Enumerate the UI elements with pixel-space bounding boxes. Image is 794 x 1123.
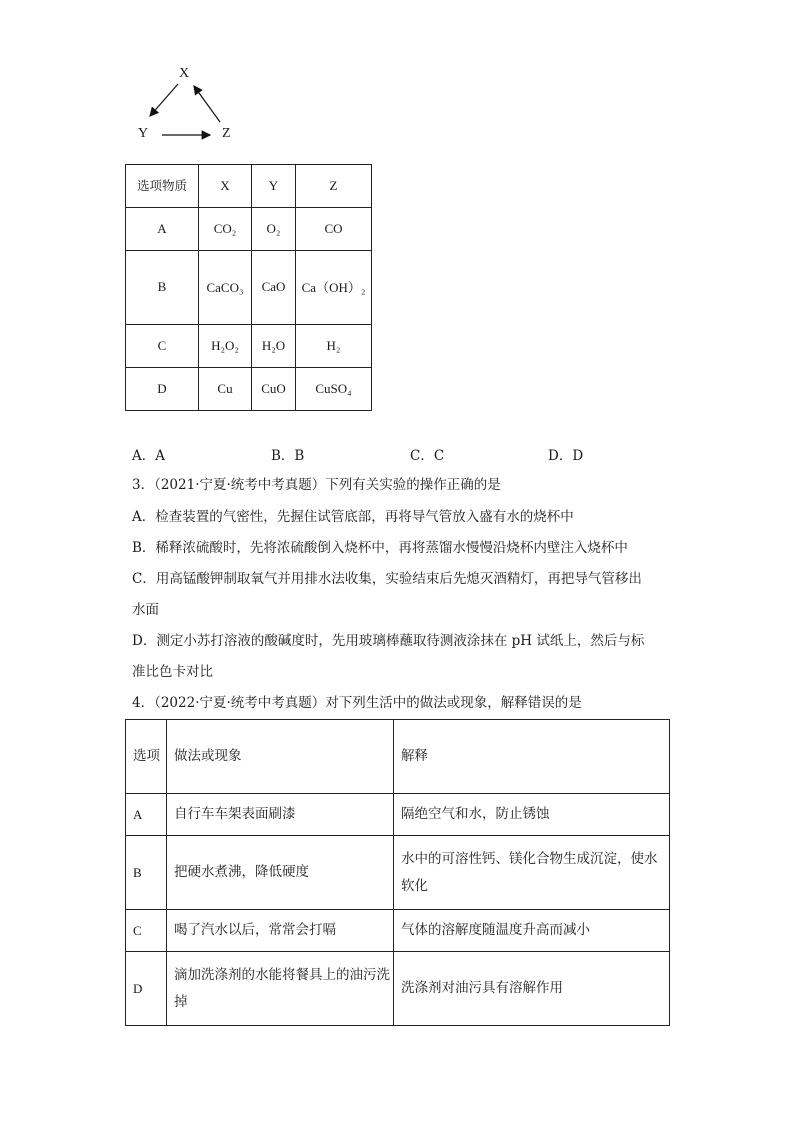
option-cell: D [126, 368, 199, 411]
z-cell [296, 251, 372, 325]
explain-cell: 洗涤剂对油污具有溶解作用 [394, 952, 670, 1026]
arrow-z-to-x [194, 86, 220, 122]
table-row [126, 794, 670, 836]
header-cell: 解释 [394, 720, 670, 794]
answer-options [132, 444, 692, 464]
answer-option-b[interactable]: B．B [271, 448, 305, 464]
y-cell: O₂ [252, 208, 296, 251]
x-cell: H₂O₂ [199, 325, 252, 368]
table-row [126, 952, 670, 1026]
node-y: Y [138, 126, 149, 141]
z-cell: CO [296, 208, 372, 251]
option-cell: A [126, 208, 199, 251]
x-cell: CO₂ [199, 208, 252, 251]
answer-option-c[interactable]: C．C [410, 448, 445, 464]
header-cell: 选项 [126, 720, 167, 794]
z-cell: CuSO₄ [296, 368, 372, 411]
answer-option-d[interactable]: D．D [548, 448, 584, 464]
practice-cell: 喝了汽水以后，常常会打嗝 [167, 910, 394, 952]
option-cell: C [126, 910, 167, 952]
table-row [126, 325, 372, 368]
header-cell: 选项物质 [126, 165, 199, 208]
table-row [126, 368, 372, 411]
y-cell: H₂O [252, 325, 296, 368]
x-cell [199, 251, 252, 325]
q4-stem: 4．（2022·宁夏·统考中考真题）对下列生活中的做法或现象，解释错误的是 [132, 695, 582, 711]
option-cell: C [126, 325, 199, 368]
table-row [126, 208, 372, 251]
option-cell: B [126, 251, 199, 325]
z-cell: H₂ [296, 325, 372, 368]
substance-table [125, 164, 372, 411]
header-cell: Y [252, 165, 296, 208]
header-cell: 做法或现象 [167, 720, 394, 794]
table-row [126, 910, 670, 952]
option-cell: D [126, 952, 167, 1026]
conversion-diagram [128, 60, 248, 150]
q3-option-a[interactable]: A．检查装置的气密性，先握住试管底部，再将导气管放入盛有水的烧杯中 [132, 509, 574, 525]
option-cell: B [126, 836, 167, 910]
practice-cell: 滴加洗涤剂的水能将餐具上的油污洗掉 [167, 952, 394, 1026]
node-x: X [179, 66, 190, 81]
explain-cell: 气体的溶解度随温度升高而减小 [394, 910, 670, 952]
q3-stem: 3．（2021·宁夏·统考中考真题）下列有关实验的操作正确的是 [132, 477, 501, 493]
q3-option-b[interactable]: B．稀释浓硫酸时，先将浓硫酸倒入烧杯中，再将蒸馏水慢慢沿烧杯内壁注入烧杯中 [132, 540, 628, 556]
table-row [126, 836, 670, 910]
q3-option-d[interactable]: D．测定小苏打溶液的酸碱度时，先用玻璃棒蘸取待测液涂抹在 pH 试纸上，然后与标 [132, 633, 645, 649]
y-cell: CaO [252, 251, 296, 325]
q3-option-c[interactable]: C．用高锰酸钾制取氧气并用排水法收集，实验结束后先熄灭酒精灯，再把导气管移出 [132, 571, 642, 587]
z-cell-text: Ca（OH）₂ [301, 279, 366, 295]
q3-option-c-cont: 水面 [132, 602, 159, 618]
explanation-table [125, 719, 670, 1026]
header-cell: X [199, 165, 252, 208]
table-row [126, 165, 372, 208]
practice-cell: 自行车车架表面刷漆 [167, 794, 394, 836]
q3-option-d-cont: 准比色卡对比 [132, 664, 213, 680]
node-z: Z [222, 126, 231, 141]
arrow-x-to-y [150, 84, 178, 116]
explain-cell: 隔绝空气和水，防止锈蚀 [394, 794, 670, 836]
x-cell: Cu [199, 368, 252, 411]
table-row [126, 720, 670, 794]
explain-cell: 水中的可溶性钙、镁化合物生成沉淀，使水软化 [394, 836, 670, 910]
y-cell: CuO [252, 368, 296, 411]
x-cell-text: CaCO₃ [206, 279, 244, 295]
header-cell: Z [296, 165, 372, 208]
option-cell: A [126, 794, 167, 836]
practice-cell: 把硬水煮沸，降低硬度 [167, 836, 394, 910]
table-row [126, 251, 372, 325]
answer-option-a[interactable]: A．A [132, 448, 165, 464]
